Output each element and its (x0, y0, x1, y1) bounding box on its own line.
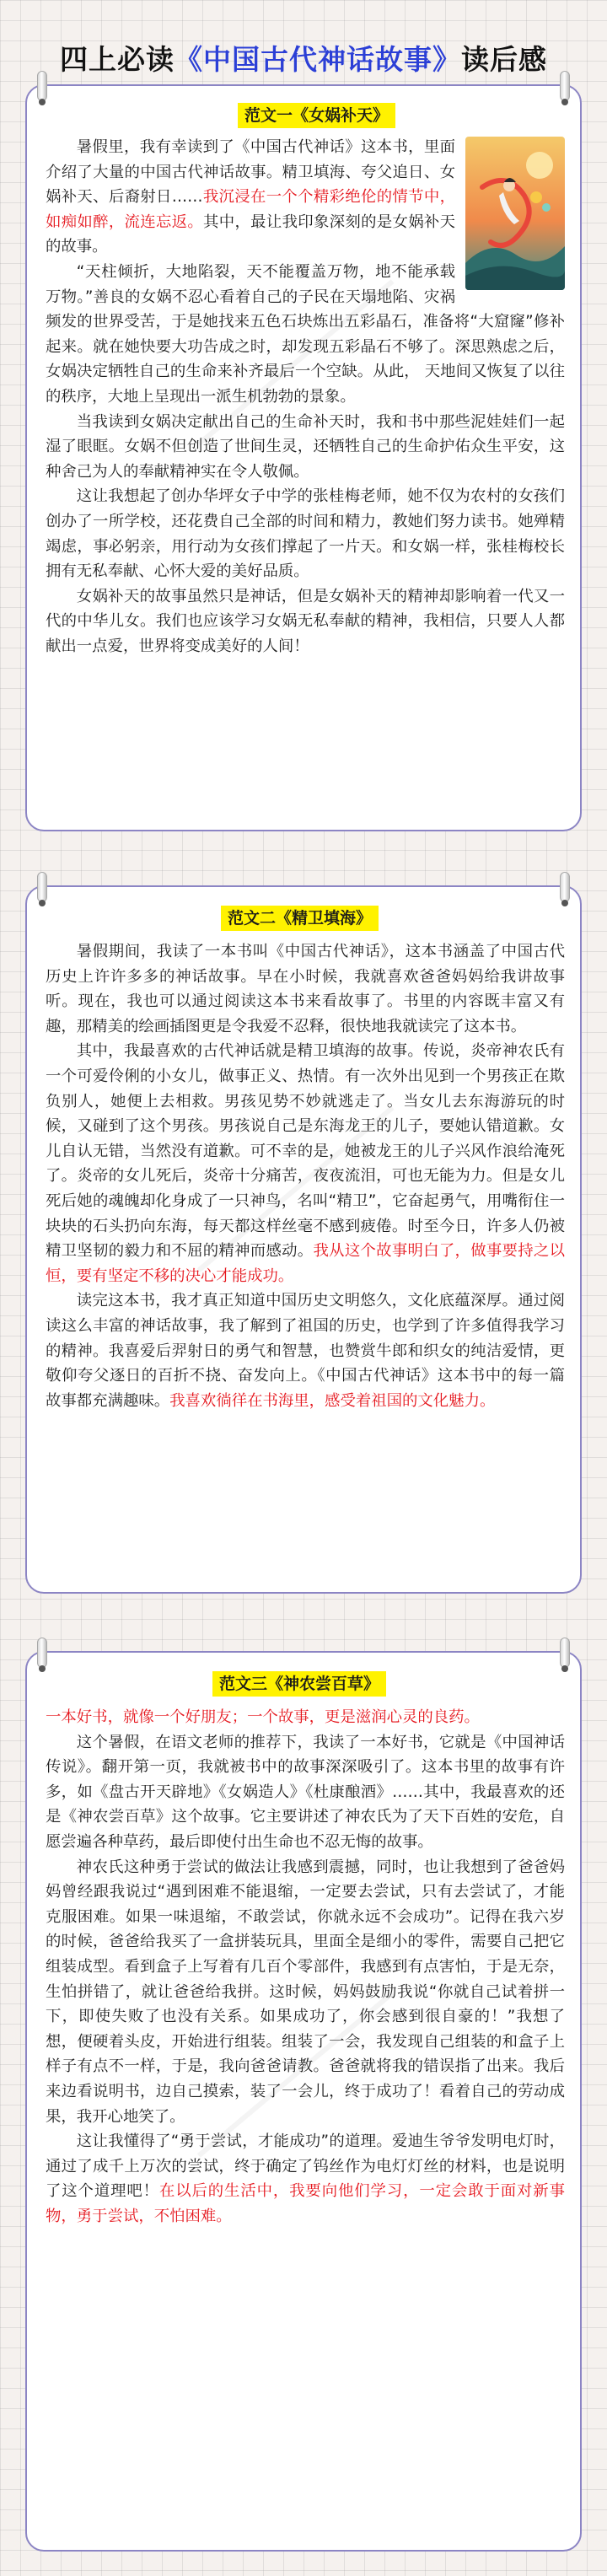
paragraph: 女娲补天的故事虽然只是神话，但是女娲补天的精神却影响着一代又一代的中华儿女。我们也应该学习女娲无私奉献的精神，我相信，只要人人都献出一点爱，世界将变成美好的人间！ (46, 587, 565, 655)
binder-ring-icon (37, 71, 47, 101)
essay-body (46, 939, 565, 1413)
page-title (0, 38, 607, 78)
lead-sentence: 一本好书，就像一个好朋友；一个故事，更是滋润心灵的良药。 (46, 1708, 480, 1726)
essay-body (46, 135, 565, 659)
essay-badge: 范文三《神农尝百草》 (212, 1671, 386, 1697)
essay-card-3 (25, 1651, 582, 2552)
paragraph: 这让我懂得了“勇于尝试，才能成功”的道理。爱迪生爷爷发明电灯时，通过了成千上万次的尝试，终于确定了钨丝作为电灯灯丝的材料，也是说明了这个道理吧！在以后的生活中，我要向他们学习，一定会敢于面对新事物，勇于尝试，不怕困难。 (46, 2132, 565, 2225)
paragraph: 这个暑假，在语文老师的推荐下，我读了一本好书，它就是《中国神话传说》。翻开第一页，我就被书中的故事深深吸引了。这本书里的故事有许多，如《盘古开天辟地》《女娲造人》《杜康酿酒》……其中，我最喜欢的还是《神农尝百草》这个故事。它主要讲述了神农氏为了天下百姓的安危，自愿尝遍各种草药，最后即使付出生命也不忍无悔的故事。 (46, 1733, 565, 1851)
binder-ring-icon (560, 1638, 570, 1668)
binder-ring-icon (37, 1638, 47, 1668)
title-prefix: 四上必读 (60, 43, 175, 76)
paragraph: 当我读到女娲决定献出自己的生命补天时，我和书中那些泥娃娃们一起湿了眼眶。女娲不但创造了世间生灵，还牺牲自己的生命护佑众生平安，这种舍己为人的奉献精神实在令人敬佩。 (46, 412, 565, 481)
paragraph: 其中，我最喜欢的古代神话就是精卫填海的故事。传说，炎帝神农氏有一个可爱伶俐的小女儿，做事正义、热情。有一次外出见到一个男孩正在欺负别人，她便上去相救。男孩见势不妙就逃走了。当女儿去东海游玩的时候，又碰到了这个男孩。男孩说自己是东海龙王的儿子，要她认错道歉。女儿自认无错，当然没有道歉。可不幸的是，她被龙王的儿子兴风作浪给淹死了。炎帝的女儿死后，炎帝十分痛苦，夜夜流泪，可也无能为力。但是女儿死后她的魂魄却化身成了一只神鸟，名叫“精卫”，它奋起勇气，用嘴衔住一块块的石头扔向东海，每天都这样丝毫不感到疲倦。时至今日，许多人仍被精卫坚韧的毅力和不屈的精神而感动。我从这个故事明白了，做事要持之以恒，要有坚定不移的决心才能成功。 (46, 1042, 565, 1285)
paragraph: 暑假里，我有幸读到了《中国古代神话》这本书，里面介绍了大量的中国古代神话故事。精卫填海、夸父追日、女娲补天、后裔射日……我沉浸在一个个精彩绝伦的情节中，如痴如醉，流连忘返。其中，最让我印象深刻的是女娲补天的故事。 (46, 138, 455, 256)
paragraph: 这让我想起了创办华坪女子中学的张桂梅老师，她不仅为农村的女孩们创办了一所学校，还花费自己全部的时间和精力，教她们努力读书。她殚精竭虑，事必躬亲，用行动为女孩们撑起了一片天。和女娲一样，张桂梅校长拥有无私奉献、心怀大爱的美好品质。 (46, 487, 565, 581)
essay-badge: 范文二《精卫填海》 (221, 906, 379, 931)
essay-badge: 范文一《女娲补天》 (238, 103, 395, 128)
essay-body (46, 1705, 565, 2229)
binder-ring-icon (37, 872, 47, 902)
paragraph: 神农氏这种勇于尝试的做法让我感到震撼，同时，也让我想到了爸爸妈妈曾经跟我说过“遇到困难不能退缩，一定要去尝试，只有去尝试了，才能克服困难。如果一味退缩，不敢尝试，你就永远不会成功”。记得在我六岁的时候，爸爸给我买了一盒拼装玩具，里面全是细小的零件，需要自己把它组装成型。看到盒子上写着有几百个零部件，我感到有点害怕，于是无奈，生怕拼错了，就让爸爸给我拼。这时候，妈妈鼓励我说“你就自己试着拼一下，即使失败了也没有关系。如果成功了，你会感到很自豪的！”我想了想，便硬着头皮，开始进行组装。组装了一会，我发现自己组装的和盒子上样子有点不一样，于是，我向爸爸请教。爸爸就将我的错误指了出来。我后来边看说明书，边自己摸索，装了一会儿，终于成功了！看着自己的劳动成果，我开心地笑了。 (46, 1858, 565, 2126)
paragraph: “天柱倾折，大地陷裂，天不能覆盖万物，地不能承载万物。”善良的女娲不忍心看着自己的子民在天塌地陷、灾祸频发的世界受苦，于是她找来五色石块炼出五彩晶石，准备将“大窟窿”修补起来。就在她快要大功告成之时，却发现五彩晶石不够了。深思熟虑之后，女娲决定牺牲自己的生命来补齐最后一个空缺。从此， 天地间又恢复了以往的秩序，大地上呈现出一派生机勃勃的景象。 (46, 262, 565, 406)
title-book: 《中国古代神话故事》 (175, 43, 461, 76)
essay-card-2 (25, 885, 582, 1594)
title-suffix: 读后感 (461, 43, 547, 76)
paragraph: 暑假期间，我读了一本书叫《中国古代神话》，这本书涵盖了中国古代历史上许许多多的神话故事。早在小时候，我就喜欢爸爸妈妈给我讲故事听。现在，我也可以通过阅读这本书来看故事了。书里的内容既丰富又有趣，那精美的绘画插图更是令我爱不忍释，很快地我就读完了这本书。 (46, 943, 565, 1035)
paragraph: 读完这本书，我才真正知道中国历史文明悠久，文化底蕴深厚。通过阅读这么丰富的神话故事，我了解到了祖国的历史，也学到了许多值得我学习的精神。我喜爱后羿射日的勇气和智慧，也赞赏牛郎和织女的纯洁爱情，更敬仰夸父逐日的百折不挠、奋发向上。《中国古代神话》这本书中的每一篇故事都充满趣味。我喜欢徜徉在书海里，感受着祖国的文化魅力。 (46, 1292, 565, 1410)
binder-ring-icon (560, 71, 570, 101)
nuwa-illustration-icon (465, 137, 565, 290)
binder-ring-icon (560, 872, 570, 902)
essay-card-1 (25, 84, 582, 831)
